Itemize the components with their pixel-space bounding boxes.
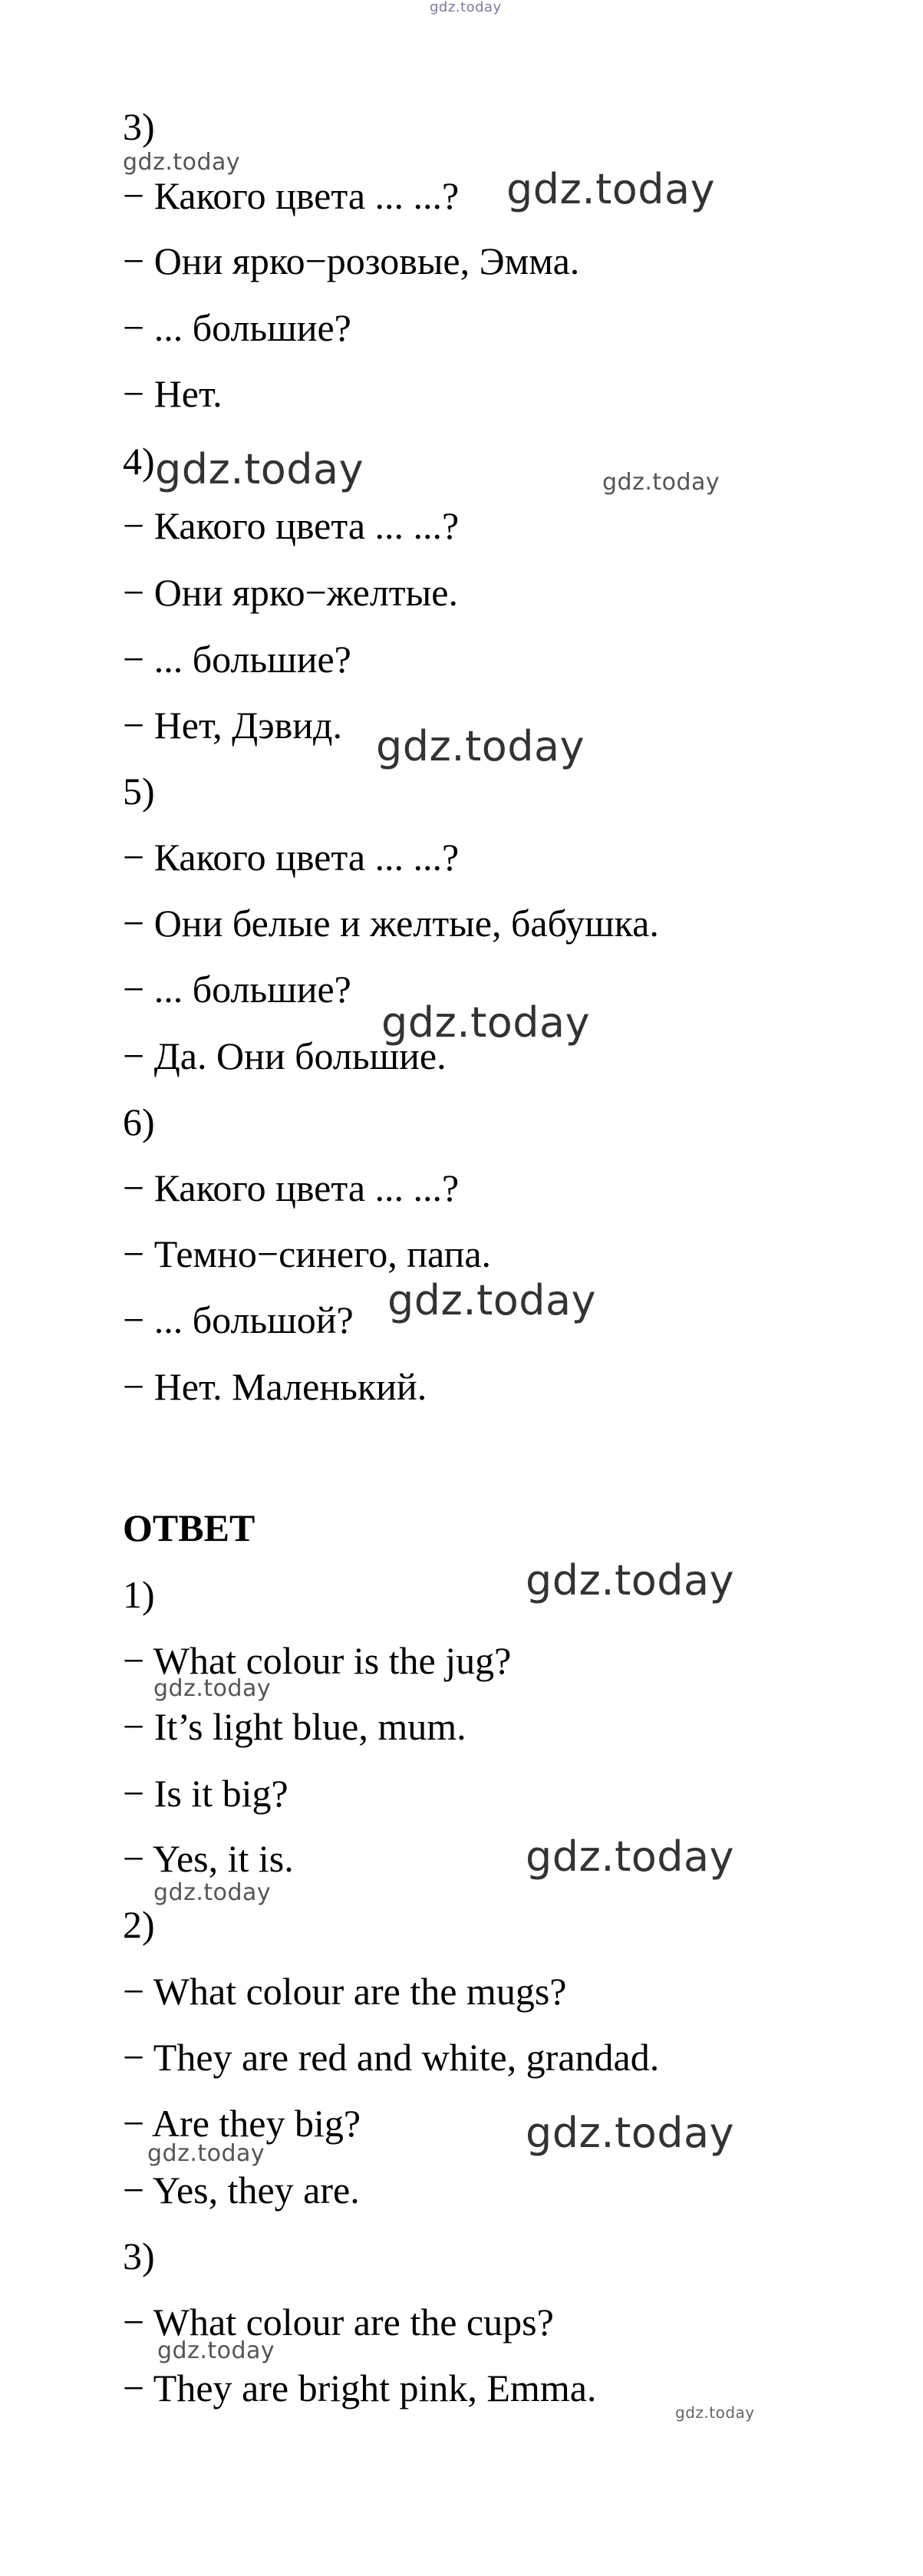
exercise-number: 6) <box>123 1100 155 1143</box>
watermark: gdz.today <box>602 469 720 496</box>
answer-line: − They are bright pink, Emma. <box>123 2367 597 2409</box>
dialogue-line: − Они ярко−желтые. <box>123 571 458 614</box>
watermark: gdz.today <box>526 1556 735 1605</box>
answer-line: − Are they big? <box>123 2102 361 2145</box>
exercise-number: 4) <box>123 440 155 483</box>
exercise-number: 5) <box>123 770 155 813</box>
answer-line: − Is it big? <box>123 1772 288 1815</box>
answer-line: − Yes, they are. <box>123 2169 360 2212</box>
dialogue-line: − Нет, Дэвид. <box>123 704 342 747</box>
watermark: gdz.today <box>526 1832 735 1881</box>
watermark: gdz.today <box>387 1276 597 1324</box>
watermark: gdz.today <box>147 2140 265 2167</box>
answer-line: − It’s light blue, mum. <box>123 1705 466 1748</box>
watermark: gdz.today <box>123 149 241 176</box>
dialogue-line: − Нет. Маленький. <box>123 1365 427 1408</box>
dialogue-line: − Какого цвета ... ...? <box>123 504 460 547</box>
dialogue-line: − Какого цвета ... ...? <box>123 1166 460 1209</box>
answer-number: 1) <box>123 1573 155 1616</box>
watermark: gdz.today <box>675 2403 755 2422</box>
answer-line: − Yes, it is. <box>123 1837 294 1880</box>
answer-number: 2) <box>123 1903 155 1946</box>
dialogue-line: − Они белые и желтые, бабушка. <box>123 902 659 945</box>
dialogue-line: − Нет. <box>123 372 223 415</box>
dialogue-line: − Какого цвета ... ...? <box>123 836 460 879</box>
watermark: gdz.today <box>157 2337 275 2364</box>
dialogue-line: − Они ярко−розовые, Эмма. <box>123 239 580 282</box>
dialogue-line: − ... большие? <box>123 968 351 1011</box>
dialogue-line: − ... большие? <box>123 638 351 681</box>
watermark: gdz.today <box>376 722 585 770</box>
answer-line: − What colour are the mugs? <box>123 1970 567 2013</box>
watermark: gdz.today <box>155 445 364 493</box>
watermark: gdz.today <box>526 2109 735 2157</box>
dialogue-line: − Да. Они большие. <box>123 1034 447 1077</box>
answer-number: 3) <box>123 2235 155 2278</box>
watermark: gdz.today <box>381 998 591 1047</box>
header-watermark: gdz.today <box>430 0 502 15</box>
dialogue-line: − ... большие? <box>123 306 351 349</box>
answer-line: − What colour is the jug? <box>123 1639 512 1682</box>
answer-heading: ОТВЕТ <box>123 1506 255 1549</box>
answer-line: − What colour are the cups? <box>123 2301 554 2343</box>
dialogue-line: − ... большой? <box>123 1298 354 1341</box>
watermark: gdz.today <box>153 1675 272 1702</box>
answer-line: − They are red and white, grandad. <box>123 2036 660 2079</box>
watermark: gdz.today <box>506 165 716 213</box>
watermark: gdz.today <box>153 1879 272 1906</box>
exercise-number: 3) <box>123 105 155 148</box>
dialogue-line: − Какого цвета ... ...? <box>123 174 460 217</box>
dialogue-line: − Темно−синего, папа. <box>123 1232 492 1275</box>
